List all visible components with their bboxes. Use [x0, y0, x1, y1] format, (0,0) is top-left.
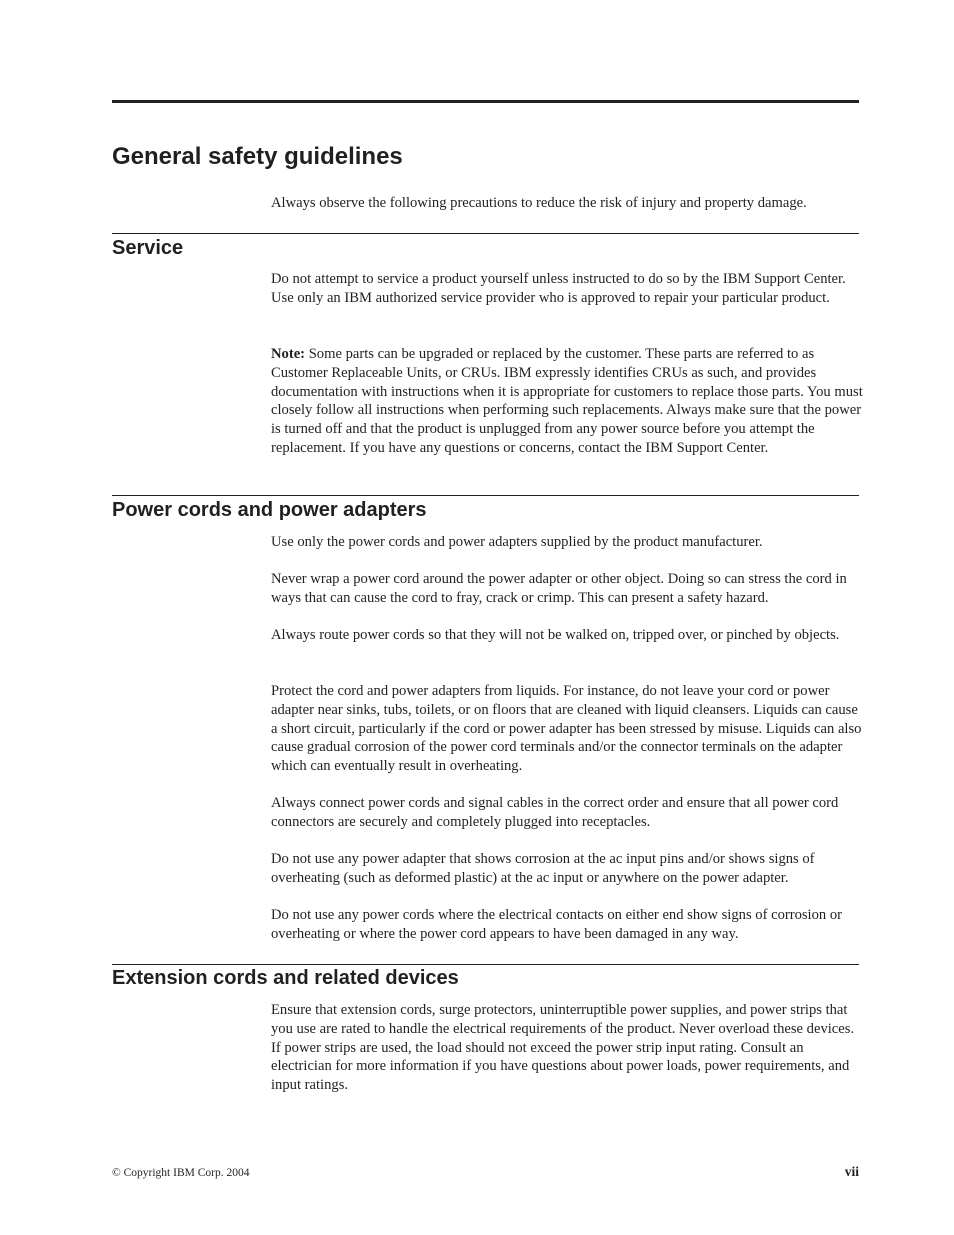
service-heading: Service	[112, 237, 184, 259]
service-paragraph: Do not attempt to service a product yourself unless instructed to do so by the IBM Support Center. Use only an IBM authorized service provider who is approved to repair your particular product.	[271, 271, 846, 306]
power-paragraph-5: Always connect power cords and signal cables in the correct order and ensure that all power cord connectors are securely and completely plugged into receptacles.	[271, 795, 839, 830]
power-paragraph-2: Never wrap a power cord around the power adapter or other object. Doing so can stress the cord in ways that can cause the cord to fray, crack or crimp. This can present a safety hazard.	[271, 571, 847, 606]
intro-paragraph: Always observe the following precautions to reduce the risk of injury and property damage.	[271, 195, 807, 211]
extension-heading: Extension cords and related devices	[112, 967, 459, 989]
power-paragraph-1: Use only the power cords and power adapters supplied by the product manufacturer.	[271, 534, 763, 550]
note-text: Some parts can be upgraded or replaced by the customer. These parts are referred to as Customer Replaceable Units, or CRUs. IBM expressly identifies CRUs as such, and provides documentation with instructions when it is appropriate for customers to replace those parts. You must closely follow all instructions when performing such replacements. Always make sure that the power is turned off and that the product is unplugged from any power source before you attempt the replacement. If you have any questions or concerns, contact the IBM Support Center.	[271, 346, 863, 456]
footer-copyright: © Copyright IBM Corp. 2004	[112, 1167, 250, 1179]
top-rule	[112, 100, 859, 103]
power-rule	[112, 495, 859, 496]
page-title: General safety guidelines	[112, 143, 403, 170]
page-number: vii	[844, 1164, 859, 1179]
power-paragraph-7: Do not use any power cords where the electrical contacts on either end show signs of corrosion or overheating or where the power cord appears to have been damaged in any way.	[271, 907, 843, 942]
power-heading: Power cords and power adapters	[112, 499, 427, 521]
service-rule	[112, 233, 859, 234]
note-label: Note:	[271, 346, 306, 362]
service-note	[271, 345, 863, 458]
extension-paragraph: Ensure that extension cords, surge protectors, uninterruptible power supplies, and power strips that you use are rated to handle the electrical requirements of the product. Never overload these devices. If power strips are used, the load should not exceed the power strip input rating. Consult an electrician for more information if you have questions about power loads, power requirements, and input ratings.	[271, 1002, 855, 1094]
power-paragraph-3: Always route power cords so that they will not be walked on, tripped over, or pinched by objects.	[271, 627, 840, 643]
power-paragraph-4: Protect the cord and power adapters from liquids. For instance, do not leave your cord or power adapter near sinks, tubs, toilets, or on floors that are cleaned with liquid cleansers. Liquids can cause a short circuit, particularly if the cord or power adapter has been stressed by misuse. Liquids can also cause gradual corrosion of the power cord terminals and/or the connector terminals on the adapter which can eventually result in overheating.	[271, 683, 862, 775]
power-paragraph-6: Do not use any power adapter that shows corrosion at the ac input pins and/or shows signs of overheating (such as deformed plastic) at the ac input or anywhere on the power adapter.	[271, 851, 815, 886]
